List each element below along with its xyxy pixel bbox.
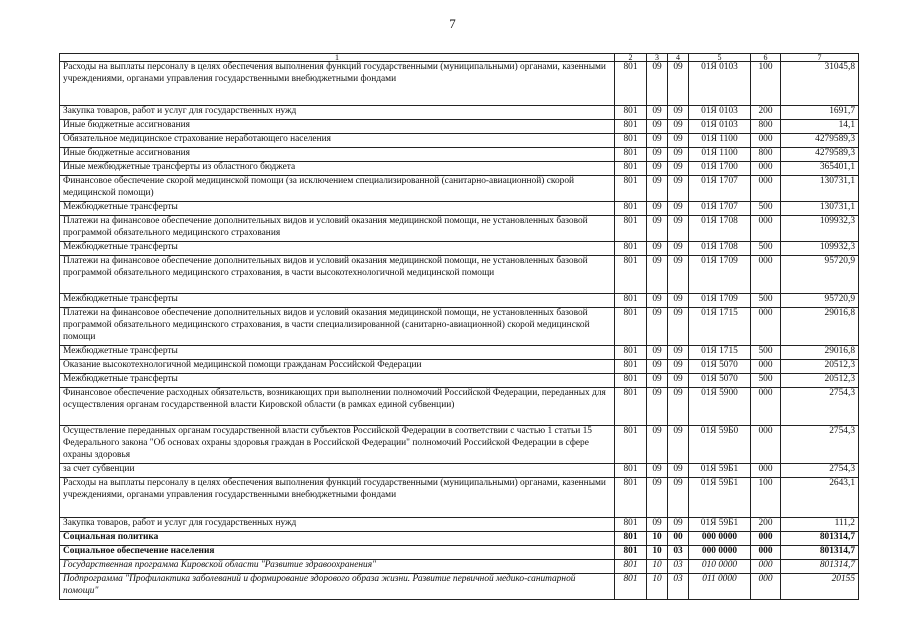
row-amount-cell: 20512,3 [781, 360, 859, 374]
table-row [60, 176, 859, 202]
row-target-article-cell: 01Я 1715 [689, 308, 751, 346]
row-name-cell: Закупка товаров, работ и услуг для государственных нужд [60, 518, 615, 532]
row-section-cell: 10 [647, 574, 668, 600]
row-name-cell: Иные бюджетные ассигнования [60, 148, 615, 162]
row-subsection-cell: 09 [668, 176, 689, 202]
row-expense-type-cell: 800 [751, 148, 781, 162]
row-name-cell: Социальное обеспечение населения [60, 546, 615, 560]
row-amount-cell: 365401,1 [781, 162, 859, 176]
row-target-article-cell: 01Я 1700 [689, 162, 751, 176]
table-row [60, 360, 859, 374]
row-subsection-cell: 09 [668, 478, 689, 518]
row-target-article-cell: 01Я 59Б1 [689, 464, 751, 478]
table-row [60, 464, 859, 478]
row-admin-code-cell: 801 [615, 106, 647, 120]
row-admin-code-cell: 801 [615, 532, 647, 546]
row-amount-cell: 2754,3 [781, 426, 859, 464]
row-amount-cell: 2754,3 [781, 464, 859, 478]
row-amount-cell: 801314,7 [781, 560, 859, 574]
row-subsection-cell: 00 [668, 532, 689, 546]
row-amount-cell: 29016,8 [781, 346, 859, 360]
row-section-cell: 09 [647, 120, 668, 134]
row-subsection-cell: 09 [668, 426, 689, 464]
row-target-article-cell: 01Я 5900 [689, 388, 751, 426]
row-expense-type-cell: 500 [751, 294, 781, 308]
row-name-cell: Осуществление переданных органам государственной власти субъектов Российской Федерации в соответствии с частью 1 статьи 15 Федерального закона "Об основах охраны здоровья граждан в Российской Федерации" полномочий Российской Федерации в сфере охраны здоровья [60, 426, 615, 464]
row-admin-code-cell: 801 [615, 176, 647, 202]
row-name-cell: Подпрограмма "Профилактика заболеваний и формирование здорового образа жизни. Развитие первичной медико-санитарной помощи" [60, 574, 615, 600]
row-subsection-cell: 09 [668, 374, 689, 388]
row-expense-type-cell: 000 [751, 308, 781, 346]
row-amount-cell: 801314,7 [781, 532, 859, 546]
row-expense-type-cell: 000 [751, 388, 781, 426]
row-expense-type-cell: 000 [751, 464, 781, 478]
table-row [60, 256, 859, 294]
row-admin-code-cell: 801 [615, 294, 647, 308]
col-header-4: 4 [668, 54, 689, 62]
col-header-5: 5 [689, 54, 751, 62]
row-target-article-cell: 01Я 0103 [689, 106, 751, 120]
row-section-cell: 09 [647, 346, 668, 360]
col-header-7: 7 [781, 54, 859, 62]
table-row [60, 202, 859, 216]
row-subsection-cell: 09 [668, 216, 689, 242]
row-expense-type-cell: 000 [751, 546, 781, 560]
row-section-cell: 09 [647, 162, 668, 176]
table-row [60, 518, 859, 532]
row-section-cell: 09 [647, 308, 668, 346]
row-amount-cell: 20155 [781, 574, 859, 600]
row-target-article-cell: 01Я 5070 [689, 374, 751, 388]
row-admin-code-cell: 801 [615, 546, 647, 560]
row-amount-cell: 31045,8 [781, 62, 859, 106]
row-target-article-cell: 011 0000 [689, 574, 751, 600]
table-row [60, 560, 859, 574]
budget-table [59, 53, 859, 600]
row-admin-code-cell: 801 [615, 426, 647, 464]
row-subsection-cell: 09 [668, 106, 689, 120]
row-admin-code-cell: 801 [615, 464, 647, 478]
row-expense-type-cell: 200 [751, 106, 781, 120]
row-subsection-cell: 09 [668, 256, 689, 294]
row-subsection-cell: 09 [668, 360, 689, 374]
row-expense-type-cell: 000 [751, 560, 781, 574]
row-admin-code-cell: 801 [615, 478, 647, 518]
row-target-article-cell: 01Я 1708 [689, 242, 751, 256]
row-admin-code-cell: 801 [615, 360, 647, 374]
row-amount-cell: 109932,3 [781, 242, 859, 256]
row-admin-code-cell: 801 [615, 374, 647, 388]
row-target-article-cell: 01Я 1707 [689, 176, 751, 202]
row-expense-type-cell: 000 [751, 360, 781, 374]
row-expense-type-cell: 000 [751, 426, 781, 464]
row-subsection-cell: 09 [668, 148, 689, 162]
row-subsection-cell: 09 [668, 242, 689, 256]
row-section-cell: 09 [647, 360, 668, 374]
row-expense-type-cell: 000 [751, 162, 781, 176]
row-name-cell: Оказание высокотехнологичной медицинской помощи гражданам Российской Федерации [60, 360, 615, 374]
row-subsection-cell: 09 [668, 464, 689, 478]
row-section-cell: 09 [647, 202, 668, 216]
row-expense-type-cell: 000 [751, 216, 781, 242]
table-row [60, 546, 859, 560]
row-subsection-cell: 09 [668, 202, 689, 216]
row-expense-type-cell: 100 [751, 478, 781, 518]
row-target-article-cell: 000 0000 [689, 546, 751, 560]
row-section-cell: 09 [647, 388, 668, 426]
row-name-cell: Межбюджетные трансферты [60, 374, 615, 388]
row-amount-cell: 2643,1 [781, 478, 859, 518]
row-admin-code-cell: 801 [615, 202, 647, 216]
row-section-cell: 10 [647, 546, 668, 560]
row-name-cell: Платежи на финансовое обеспечение дополнительных видов и условий оказания медицинской помощи, не установленных базовой программой обязательного медицинского страхования [60, 216, 615, 242]
row-admin-code-cell: 801 [615, 560, 647, 574]
row-subsection-cell: 09 [668, 134, 689, 148]
table-row [60, 374, 859, 388]
col-header-1: 1 [60, 54, 615, 62]
row-name-cell: Обязательное медицинское страхование неработающего населения [60, 134, 615, 148]
row-amount-cell: 20512,3 [781, 374, 859, 388]
row-target-article-cell: 01Я 1100 [689, 148, 751, 162]
row-section-cell: 09 [647, 478, 668, 518]
row-subsection-cell: 03 [668, 546, 689, 560]
row-expense-type-cell: 000 [751, 574, 781, 600]
table-row [60, 388, 859, 426]
table-row [60, 426, 859, 464]
row-target-article-cell: 01Я 59Б1 [689, 478, 751, 518]
col-header-2: 2 [615, 54, 647, 62]
row-amount-cell: 130731,1 [781, 176, 859, 202]
row-name-cell: Закупка товаров, работ и услуг для государственных нужд [60, 106, 615, 120]
table-row [60, 308, 859, 346]
row-amount-cell: 4279589,3 [781, 148, 859, 162]
row-subsection-cell: 03 [668, 560, 689, 574]
row-target-article-cell: 01Я 1707 [689, 202, 751, 216]
row-section-cell: 09 [647, 242, 668, 256]
row-amount-cell: 801314,7 [781, 546, 859, 560]
row-expense-type-cell: 500 [751, 242, 781, 256]
row-subsection-cell: 09 [668, 388, 689, 426]
row-subsection-cell: 09 [668, 518, 689, 532]
row-admin-code-cell: 801 [615, 120, 647, 134]
row-amount-cell: 111,2 [781, 518, 859, 532]
table-row [60, 242, 859, 256]
row-expense-type-cell: 000 [751, 134, 781, 148]
table-row [60, 346, 859, 360]
row-name-cell: Финансовое обеспечение расходных обязательств, возникающих при выполнении полномочий Российской Федерации, переданных для осуществления органам государственной власти Кировской области (в рамках единой субвенции) [60, 388, 615, 426]
row-name-cell: Расходы на выплаты персоналу в целях обеспечения выполнения функций государственными (муниципальными) органами, казенными учреждениями, органами управления государственными внебюджетными фондами [60, 478, 615, 518]
row-admin-code-cell: 801 [615, 62, 647, 106]
col-header-6: 6 [751, 54, 781, 62]
row-expense-type-cell: 200 [751, 518, 781, 532]
row-target-article-cell: 000 0000 [689, 532, 751, 546]
row-subsection-cell: 09 [668, 62, 689, 106]
row-section-cell: 10 [647, 532, 668, 546]
table-row [60, 294, 859, 308]
row-name-cell: Государственная программа Кировской области "Развитие здравоохранения" [60, 560, 615, 574]
row-amount-cell: 4279589,3 [781, 134, 859, 148]
row-name-cell: Платежи на финансовое обеспечение дополнительных видов и условий оказания медицинской помощи, не установленных базовой программой обязательного медицинского страхования, в части высокотехнологичной медицинской помощи [60, 256, 615, 294]
table-row [60, 120, 859, 134]
row-expense-type-cell: 000 [751, 176, 781, 202]
row-expense-type-cell: 100 [751, 62, 781, 106]
row-section-cell: 09 [647, 294, 668, 308]
row-section-cell: 09 [647, 426, 668, 464]
row-amount-cell: 95720,9 [781, 294, 859, 308]
row-admin-code-cell: 801 [615, 574, 647, 600]
table-row [60, 62, 859, 106]
row-amount-cell: 130731,1 [781, 202, 859, 216]
row-name-cell: Иные бюджетные ассигнования [60, 120, 615, 134]
row-section-cell: 09 [647, 134, 668, 148]
row-amount-cell: 29016,8 [781, 308, 859, 346]
row-section-cell: 09 [647, 464, 668, 478]
row-name-cell: Платежи на финансовое обеспечение дополнительных видов и условий оказания медицинской помощи, не установленных базовой программой обязательного медицинского страхования, в части специализированной (санитарно-авиационной) скорой медицинской помощи [60, 308, 615, 346]
row-target-article-cell: 01Я 0103 [689, 62, 751, 106]
row-section-cell: 10 [647, 560, 668, 574]
row-admin-code-cell: 801 [615, 242, 647, 256]
row-amount-cell: 2754,3 [781, 388, 859, 426]
table-row [60, 134, 859, 148]
row-name-cell: Иные межбюджетные трансферты из областного бюджета [60, 162, 615, 176]
row-name-cell: Межбюджетные трансферты [60, 202, 615, 216]
row-target-article-cell: 01Я 59Б1 [689, 518, 751, 532]
column-number-row [60, 54, 859, 62]
row-expense-type-cell: 800 [751, 120, 781, 134]
table-row [60, 106, 859, 120]
table-row [60, 148, 859, 162]
row-name-cell: Межбюджетные трансферты [60, 346, 615, 360]
col-header-3: 3 [647, 54, 668, 62]
row-section-cell: 09 [647, 256, 668, 294]
row-amount-cell: 1691,7 [781, 106, 859, 120]
row-expense-type-cell: 000 [751, 256, 781, 294]
row-target-article-cell: 01Я 1715 [689, 346, 751, 360]
row-target-article-cell: 01Я 5070 [689, 360, 751, 374]
table-row [60, 532, 859, 546]
table-row [60, 162, 859, 176]
row-admin-code-cell: 801 [615, 162, 647, 176]
row-target-article-cell: 01Я 0103 [689, 120, 751, 134]
row-amount-cell: 95720,9 [781, 256, 859, 294]
table-row [60, 478, 859, 518]
row-name-cell: Расходы на выплаты персоналу в целях обеспечения выполнения функций государственными (муниципальными) органами, казенными учреждениями, органами управления государственными внебюджетными фондами [60, 62, 615, 106]
table-body [60, 62, 859, 600]
row-section-cell: 09 [647, 62, 668, 106]
row-expense-type-cell: 500 [751, 346, 781, 360]
row-admin-code-cell: 801 [615, 518, 647, 532]
row-admin-code-cell: 801 [615, 148, 647, 162]
row-section-cell: 09 [647, 374, 668, 388]
row-expense-type-cell: 500 [751, 374, 781, 388]
row-section-cell: 09 [647, 106, 668, 120]
row-subsection-cell: 09 [668, 120, 689, 134]
row-amount-cell: 109932,3 [781, 216, 859, 242]
row-admin-code-cell: 801 [615, 346, 647, 360]
row-admin-code-cell: 801 [615, 388, 647, 426]
row-target-article-cell: 01Я 1100 [689, 134, 751, 148]
row-admin-code-cell: 801 [615, 216, 647, 242]
row-admin-code-cell: 801 [615, 256, 647, 294]
row-subsection-cell: 09 [668, 294, 689, 308]
row-amount-cell: 14,1 [781, 120, 859, 134]
row-name-cell: Финансовое обеспечение скорой медицинской помощи (за исключением специализированной (санитарно-авиационной) скорой медицинской помощи) [60, 176, 615, 202]
row-target-article-cell: 01Я 1709 [689, 256, 751, 294]
row-target-article-cell: 01Я 59Б0 [689, 426, 751, 464]
row-target-article-cell: 01Я 1708 [689, 216, 751, 242]
row-admin-code-cell: 801 [615, 308, 647, 346]
row-name-cell: Социальная политика [60, 532, 615, 546]
row-subsection-cell: 09 [668, 162, 689, 176]
table-row [60, 574, 859, 600]
row-subsection-cell: 09 [668, 308, 689, 346]
row-admin-code-cell: 801 [615, 134, 647, 148]
row-section-cell: 09 [647, 216, 668, 242]
row-name-cell: за счет субвенции [60, 464, 615, 478]
row-target-article-cell: 010 0000 [689, 560, 751, 574]
row-subsection-cell: 09 [668, 346, 689, 360]
row-section-cell: 09 [647, 518, 668, 532]
row-expense-type-cell: 000 [751, 532, 781, 546]
row-target-article-cell: 01Я 1709 [689, 294, 751, 308]
table-row [60, 216, 859, 242]
page-number: 7 [449, 16, 456, 31]
row-name-cell: Межбюджетные трансферты [60, 294, 615, 308]
row-section-cell: 09 [647, 148, 668, 162]
row-expense-type-cell: 500 [751, 202, 781, 216]
row-name-cell: Межбюджетные трансферты [60, 242, 615, 256]
row-section-cell: 09 [647, 176, 668, 202]
row-subsection-cell: 03 [668, 574, 689, 600]
